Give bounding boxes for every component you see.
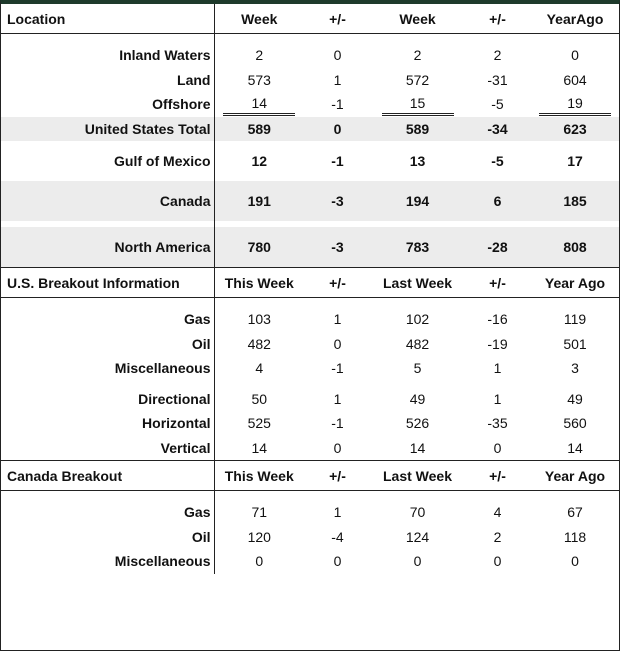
cell: 783	[371, 227, 464, 268]
table-row-north-america	[1, 227, 619, 268]
table-row-us-directional	[1, 387, 619, 412]
cell	[371, 92, 464, 117]
cell: 0	[571, 553, 579, 570]
table-row-canada-gas	[1, 500, 619, 525]
cell: -35	[487, 415, 508, 432]
cell: 49	[409, 390, 426, 407]
canada-breakout-header-last-week: Last Week	[371, 461, 464, 491]
us-breakout-header-row	[1, 268, 619, 298]
row-label: Vertical	[1, 436, 214, 461]
cell: 589	[214, 117, 304, 142]
cell: 572	[405, 71, 430, 88]
cell	[464, 92, 531, 117]
us-breakout-header-change: +/-	[304, 268, 371, 298]
location-header-week: Week	[214, 4, 304, 34]
cell: 3	[571, 360, 579, 377]
cell: 0	[571, 47, 579, 64]
cell: 501	[563, 335, 587, 352]
cell: 482	[405, 335, 430, 352]
canada-breakout-header-label: Canada Breakout	[1, 461, 214, 491]
cell: -1	[331, 415, 344, 432]
cell: 4	[493, 504, 502, 521]
row-label: Gas	[1, 500, 214, 525]
cell: 1	[333, 71, 342, 88]
row-label: Gas	[1, 307, 214, 332]
row-label: Horizontal	[1, 411, 214, 436]
us-breakout-header-change-2: +/-	[464, 268, 531, 298]
cell-value: 19	[539, 93, 611, 116]
table-row-canada	[1, 181, 619, 221]
table-row-us-vertical	[1, 436, 619, 461]
table-row-united-states-total	[1, 117, 619, 142]
cell-value: 14	[223, 93, 295, 116]
cell: -3	[304, 181, 371, 221]
us-breakout-header-year-ago: Year Ago	[531, 268, 619, 298]
row-label: Canada	[1, 181, 214, 221]
canada-breakout-header-change-2: +/-	[464, 461, 531, 491]
cell: 4	[255, 360, 264, 377]
cell: 5	[413, 360, 422, 377]
table-row-gulf-of-mexico	[1, 141, 619, 181]
cell: 120	[247, 528, 271, 545]
cell: 1	[333, 504, 342, 521]
cell: 1	[493, 360, 502, 377]
cell: 103	[247, 311, 271, 328]
row-label: Offshore	[1, 92, 214, 117]
cell: 102	[405, 311, 430, 328]
row-label: Inland Waters	[1, 43, 214, 68]
cell: -31	[487, 71, 508, 88]
cell	[214, 92, 304, 117]
table-row-canada-oil	[1, 525, 619, 550]
cell: 50	[251, 390, 268, 407]
cell: 1	[333, 311, 342, 328]
row-label: Gulf of Mexico	[1, 141, 214, 181]
cell: 589	[371, 117, 464, 142]
us-breakout-header-this-week: This Week	[214, 268, 304, 298]
location-header-label: Location	[1, 4, 214, 34]
cell: 0	[255, 553, 264, 570]
cell: 780	[214, 227, 304, 268]
cell: 2	[413, 47, 422, 64]
cell: 49	[567, 390, 583, 407]
cell: 623	[531, 117, 619, 142]
table-row-inland-waters	[1, 43, 619, 68]
cell: -34	[464, 117, 531, 142]
rig-count-table	[1, 4, 619, 574]
cell: -1	[331, 153, 344, 169]
canada-breakout-header-this-week: This Week	[214, 461, 304, 491]
location-header-row	[1, 4, 619, 34]
row-label: Land	[1, 68, 214, 93]
cell: 0	[493, 553, 502, 570]
cell: 6	[464, 181, 531, 221]
cell: 0	[333, 47, 342, 64]
cell: 14	[531, 436, 619, 461]
cell: 12	[251, 153, 268, 169]
cell: 526	[405, 415, 430, 432]
cell: 560	[563, 415, 587, 432]
cell: 573	[247, 71, 271, 88]
cell: -1	[331, 360, 344, 377]
cell: 2	[255, 47, 264, 64]
cell: 1	[493, 390, 502, 407]
location-header-year-ago: YearAgo	[531, 4, 619, 34]
cell: 17	[567, 153, 583, 169]
canada-breakout-header-row	[1, 461, 619, 491]
cell: 0	[304, 117, 371, 142]
cell: 0	[464, 436, 531, 461]
table-row-us-gas	[1, 307, 619, 332]
cell: 70	[409, 504, 426, 521]
cell: 191	[214, 181, 304, 221]
row-label: Oil	[1, 332, 214, 357]
table-row-us-oil	[1, 332, 619, 357]
us-breakout-header-last-week: Last Week	[371, 268, 464, 298]
location-header-week-2: Week	[371, 4, 464, 34]
cell: 119	[563, 311, 587, 328]
table-row-offshore	[1, 92, 619, 117]
cell-value: -5	[491, 96, 504, 113]
cell: 13	[409, 153, 426, 169]
cell: 2	[493, 47, 502, 64]
cell: 0	[333, 335, 342, 352]
cell: 808	[531, 227, 619, 268]
spacer-row	[1, 491, 619, 501]
row-label: Oil	[1, 525, 214, 550]
cell: -28	[464, 227, 531, 268]
cell: 194	[371, 181, 464, 221]
cell-value: 15	[382, 93, 454, 116]
cell	[531, 92, 619, 117]
cell: 71	[251, 504, 268, 521]
cell-value: -1	[331, 96, 344, 113]
row-label: North America	[1, 227, 214, 268]
cell: 185	[531, 181, 619, 221]
cell: 1	[333, 390, 342, 407]
cell: 67	[567, 504, 583, 521]
us-breakout-header-label: U.S. Breakout Information	[1, 268, 214, 298]
table-row-land	[1, 68, 619, 93]
table-row-us-miscellaneous	[1, 356, 619, 381]
cell: 0	[333, 553, 342, 570]
cell	[304, 92, 371, 117]
row-label: United States Total	[1, 117, 214, 142]
canada-breakout-header-change: +/-	[304, 461, 371, 491]
cell: 124	[405, 528, 430, 545]
table-row-us-horizontal	[1, 411, 619, 436]
spacer-row	[1, 34, 619, 44]
cell: 14	[371, 436, 464, 461]
row-label: Directional	[1, 387, 214, 412]
cell: -16	[487, 311, 508, 328]
row-label: Miscellaneous	[1, 549, 214, 574]
cell: 14	[214, 436, 304, 461]
spacer-row	[1, 298, 619, 308]
cell: 525	[247, 415, 271, 432]
cell: 0	[304, 436, 371, 461]
cell: -4	[331, 528, 344, 545]
location-header-change-2: +/-	[464, 4, 531, 34]
cell: 118	[563, 528, 587, 545]
cell: 482	[247, 335, 271, 352]
cell: -19	[487, 335, 508, 352]
canada-breakout-header-year-ago: Year Ago	[531, 461, 619, 491]
row-label: Miscellaneous	[1, 356, 214, 381]
cell: -3	[304, 227, 371, 268]
cell: -5	[491, 153, 504, 169]
cell: 0	[413, 553, 422, 570]
cell: 604	[563, 71, 587, 88]
table-row-canada-miscellaneous	[1, 549, 619, 574]
location-header-change: +/-	[304, 4, 371, 34]
cell: 2	[493, 528, 502, 545]
